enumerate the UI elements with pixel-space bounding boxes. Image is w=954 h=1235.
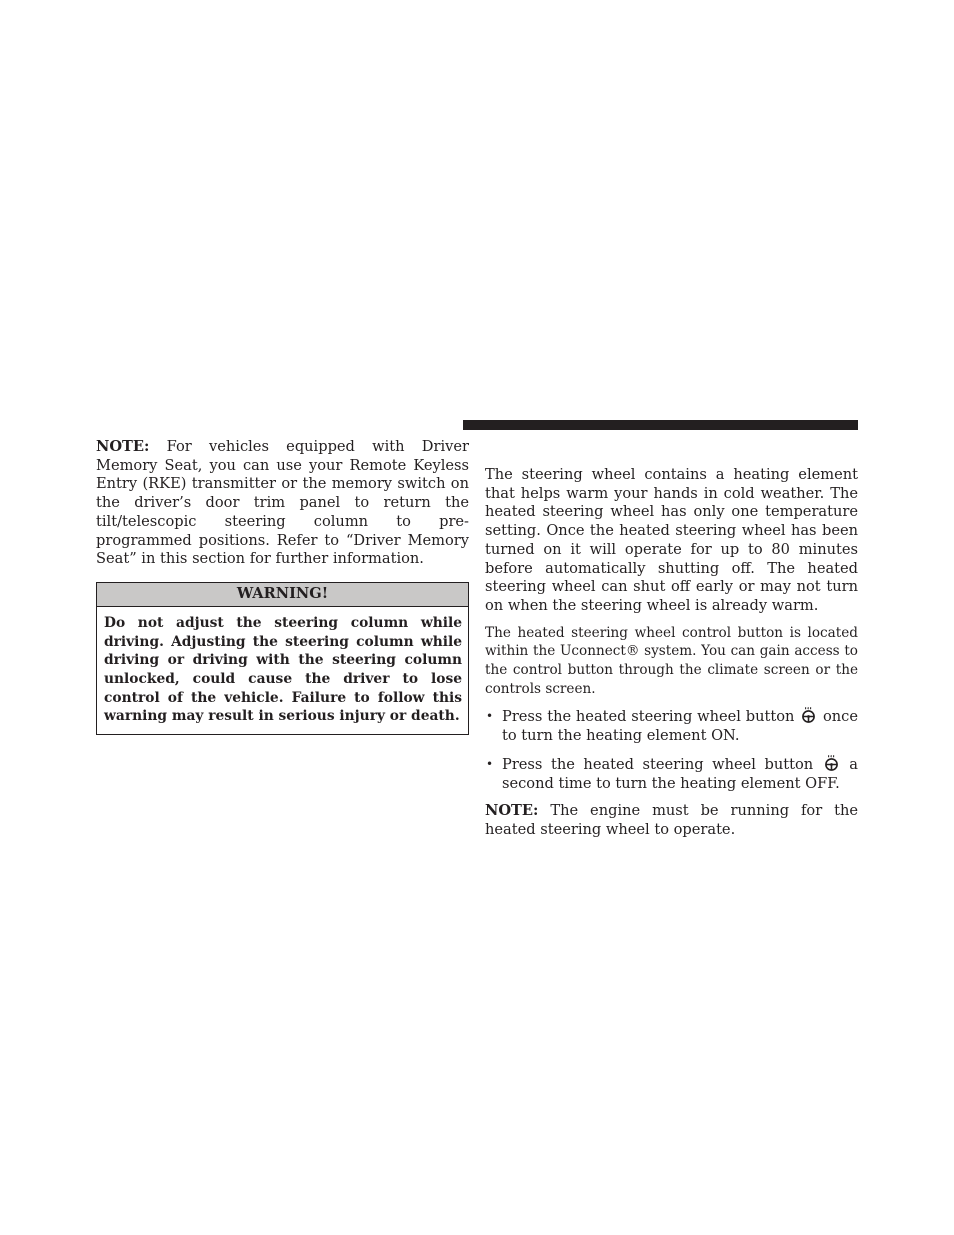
right-column [485,466,858,840]
heated-steering-wheel-icon [824,755,839,771]
memory-seat-note [96,438,469,569]
note-text: For vehicles equipped with Driver Memory Seat, you can use your Remote Keyless Entry (RKE) transmitter or the memory switch on the driver’s door trim panel to return the tilt/telescopic steering column to pre-programmed positions. Refer to “Driver Memory Seat” in this section for further information. [96,438,469,568]
list-item-text-after: once to turn the heating element ON. [502,708,858,745]
note-label: NOTE: [96,438,150,455]
list-item [485,755,858,793]
instruction-list [485,707,858,793]
heated-steering-wheel-icon [801,707,816,723]
heated-wheel-description: The steering wheel contains a heating element that helps warm your hands in cold weather. The heated steering wheel has only one temperature setting. Once the heated steering wheel has been turned on it will operate for up to 80 minutes before automatically shutting off. The heated steering wheel can shut off early or may not turn on when the steering wheel is already warm. [485,466,858,614]
list-item [485,707,858,745]
engine-running-note [485,802,858,839]
control-button-location: The heated steering wheel control button is located within the Uconnect® system. You can gain access to the control button through the climate screen or the controls screen. [485,624,858,697]
warning-title: WARNING! [97,583,468,607]
section-header-rule [463,420,858,430]
left-column [96,438,469,735]
list-item-text-before: Press the heated steering wheel button [502,755,822,773]
note-label: NOTE: [485,802,539,820]
bullet-marker: • [486,709,494,724]
bullet-marker: • [486,756,494,771]
note-text: The engine must be running for the heated steering wheel to operate. [485,802,858,838]
list-item-text-after: a second time to turn the heating element OFF. [502,755,858,792]
warning-text: Do not adjust the steering column while driving. Adjusting the steering column while driving or driving with the steering column unlocked, could cause the driver to lose control of the vehicle. Failure to follow this warning may result in serious injury or death. [104,614,462,725]
list-item-text-before: Press the heated steering wheel button [502,708,800,726]
warning-box [96,582,469,735]
